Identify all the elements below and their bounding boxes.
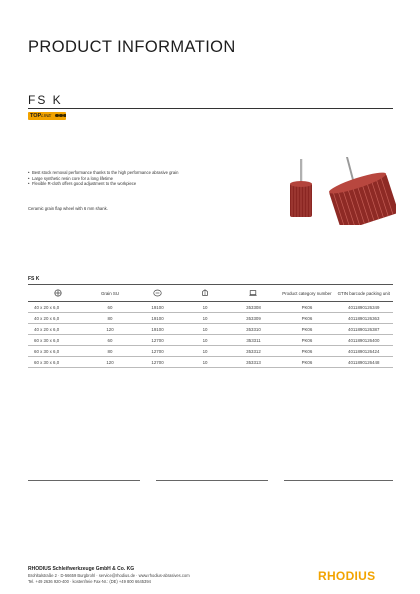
header-pack — [182, 285, 227, 302]
badge-suffix: LINE — [41, 113, 52, 118]
diameter-icon — [54, 289, 62, 297]
table-cell: 353309 — [228, 313, 280, 324]
product-description: Ceramic grain flap wheel with 6 mm shank. — [28, 206, 108, 211]
table-cell: PK06 — [279, 346, 334, 357]
badge-label: TOP — [30, 113, 42, 119]
table-row — [28, 313, 393, 324]
table-cell: 10 — [182, 346, 227, 357]
table-cell: PK06 — [279, 302, 334, 313]
table-cell: 80 — [87, 346, 132, 357]
title-divider — [28, 108, 393, 109]
table-row — [28, 346, 393, 357]
table-cell: 60 — [87, 302, 132, 313]
header-grain: Grain SU — [87, 285, 132, 302]
table-row — [28, 335, 393, 346]
table-cell: 4011890126424 — [334, 346, 393, 357]
product-table — [28, 284, 393, 368]
header-rpm — [133, 285, 183, 302]
package-icon — [201, 289, 209, 297]
table-cell: PK06 — [279, 357, 334, 368]
feature-item: • Large synthetic resin core for a long lifetime — [28, 176, 258, 182]
table-cell: 60 x 30 x 6,0 — [28, 357, 87, 368]
table-cell: 60 x 30 x 6,0 — [28, 346, 87, 357]
signature-line — [156, 480, 268, 481]
table-cell: 12700 — [133, 335, 183, 346]
table-cell: 19100 — [133, 313, 183, 324]
table-cell: 12700 — [133, 346, 183, 357]
flap-wheel-image — [286, 155, 396, 225]
table-cell: 4011890126387 — [334, 324, 393, 335]
table-cell: 10 — [182, 357, 227, 368]
table-row — [28, 357, 393, 368]
table-cell: 60 — [87, 335, 132, 346]
table-cell: 353312 — [228, 346, 280, 357]
table-cell: 10 — [182, 313, 227, 324]
table-cell: 353313 — [228, 357, 280, 368]
table-title: FS K — [28, 276, 40, 282]
table-header-row — [28, 285, 393, 302]
table-cell: 12700 — [133, 357, 183, 368]
table-cell: 120 — [87, 357, 132, 368]
table-cell: 4011890126448 — [334, 357, 393, 368]
table-cell: 4011890126349 — [334, 302, 393, 313]
table-cell: 4011890126363 — [334, 313, 393, 324]
article-number-icon — [249, 289, 257, 297]
feature-list — [28, 170, 258, 187]
top-line-badge — [28, 112, 66, 120]
rhodius-logo: RHODIUS — [318, 569, 376, 583]
table-cell: 19100 — [133, 302, 183, 313]
table-cell: 10 — [182, 335, 227, 346]
company-address: Brohltalstraße 2 · D-56659 Burgbrohl · service@rhodius.de · www.rhodius-abrasives.com — [28, 573, 190, 578]
table-cell: 10 — [182, 324, 227, 335]
feature-item: • Flexible R-cloth offers good adjustment to the workpiece — [28, 181, 258, 187]
table-cell: 353308 — [228, 302, 280, 313]
table-cell: 10 — [182, 302, 227, 313]
table-row — [28, 324, 393, 335]
signature-line — [284, 480, 393, 481]
company-contact: Tel. +49 2636 920-400 · kostenfreie Fax-Nr.: (DE) +49 800 6645394 — [28, 579, 151, 584]
table-cell: 80 — [87, 313, 132, 324]
table-cell: 353310 — [228, 324, 280, 335]
table-cell: 353311 — [228, 335, 280, 346]
page-title: PRODUCT INFORMATION — [28, 38, 236, 56]
signature-line — [28, 480, 140, 481]
table-cell: 40 x 20 x 6,0 — [28, 313, 87, 324]
table-cell: 60 x 30 x 6,0 — [28, 335, 87, 346]
rating-dots-icon — [55, 112, 66, 120]
table-cell: PK06 — [279, 324, 334, 335]
table-cell: 40 x 20 x 6,0 — [28, 302, 87, 313]
company-name: RHODIUS Schleifwerkzeuge GmbH & Co. KG — [28, 566, 135, 572]
header-dimensions — [28, 285, 87, 302]
table-cell: PK06 — [279, 335, 334, 346]
header-article — [228, 285, 280, 302]
feature-item: • Best stock removal performance thanks to the high performance abrasive grain — [28, 170, 258, 176]
table-cell: 19100 — [133, 324, 183, 335]
table-cell: 120 — [87, 324, 132, 335]
product-name: FS K — [28, 93, 63, 107]
table-row — [28, 302, 393, 313]
header-category: Product category number — [279, 285, 334, 302]
table-cell: 4011890126400 — [334, 335, 393, 346]
table-cell: 40 x 20 x 6,0 — [28, 324, 87, 335]
speed-icon — [153, 289, 162, 297]
table-cell: PK06 — [279, 313, 334, 324]
header-gtin: GTIN barcode packing unit — [334, 285, 393, 302]
